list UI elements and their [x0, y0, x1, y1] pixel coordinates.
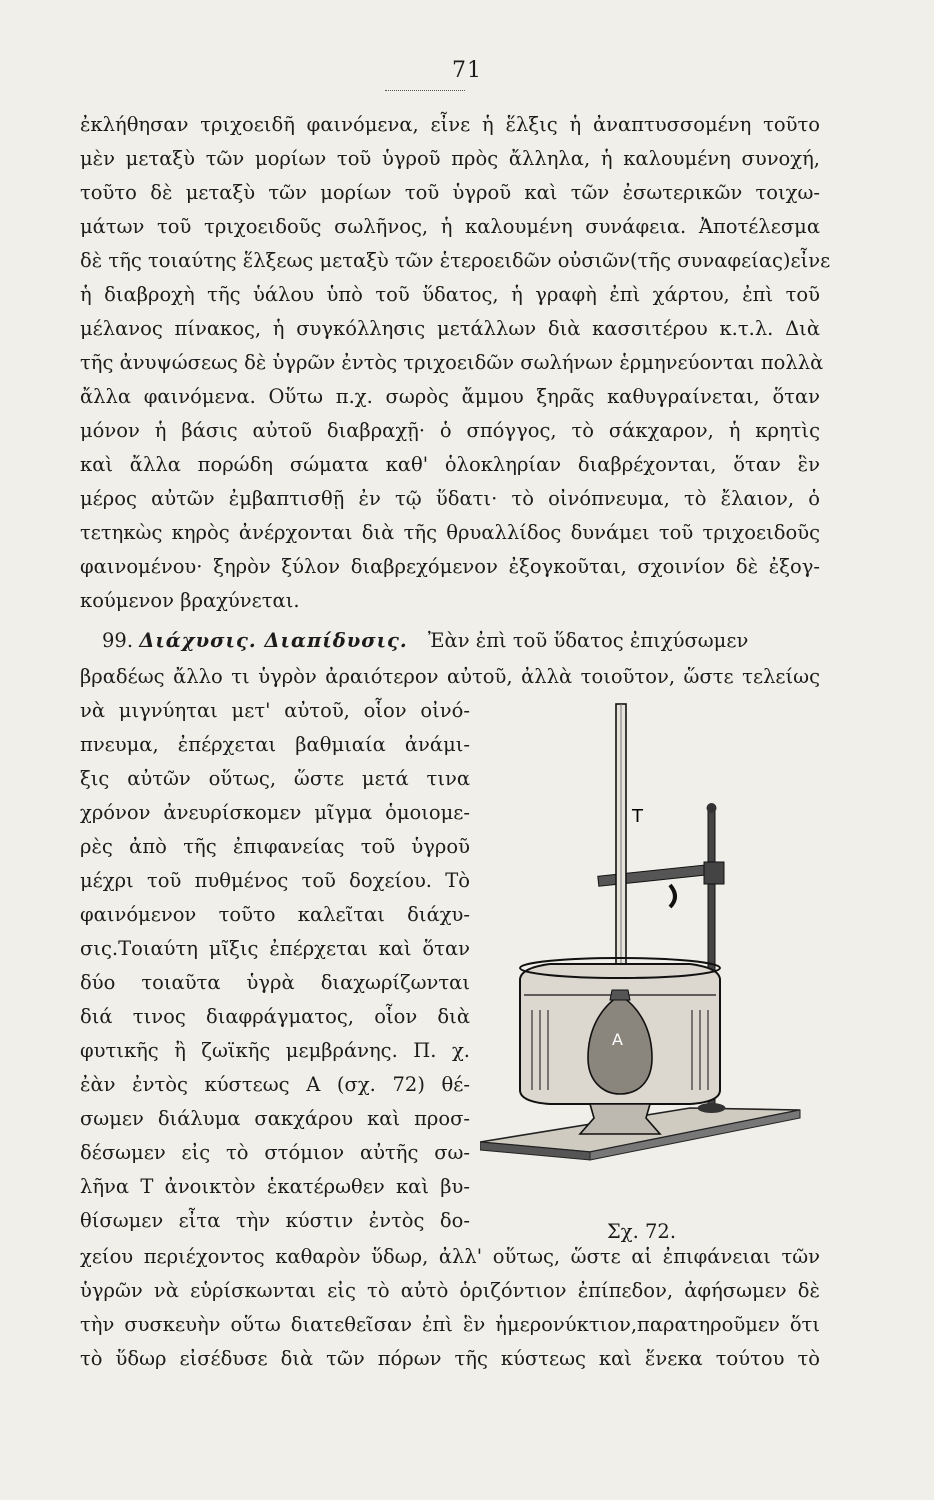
text-line: σις.Τοιαύτη μῖξις ἐπέρχεται καὶ ὅταν	[80, 937, 470, 960]
text-line: πνευμα, ἐπέρχεται βαθμιαία ἀνάμι-	[80, 733, 470, 756]
text-line: χρόνον ἀνευρίσκομεν μῖγμα ὁμοιομε-	[80, 801, 470, 824]
text-line: μάτων τοῦ τριχοειδοῦς σωλῆνος, ἡ καλουμένη συνάφεια. Ἀποτέλεσμα	[80, 215, 820, 238]
text-line: φυτικῆς ἢ ζωϊκῆς μεμβράνης. Π. χ.	[80, 1039, 470, 1062]
text-line: ἄλλα φαινόμενα. Οὕτω π.χ. σωρὸς ἄμμου ξηρᾶς καθυγραίνεται, ὅταν	[80, 385, 820, 408]
text-line: μέρος αὐτῶν ἐμβαπτισθῇ ἐν τῷ ὕδατι· τὸ οἰνόπνευμα, τὸ ἔλαιον, ὁ	[80, 487, 820, 510]
text-line: θίσωμεν εἶτα τὴν κύστιν ἐντὸς δο-	[80, 1209, 470, 1232]
text-line: δέσωμεν εἰς τὸ στόμιον αὐτῆς σω-	[80, 1141, 470, 1164]
text-line: τῆς ἀνυψώσεως δὲ ὑγρῶν ἐντὸς τριχοειδῶν σωλήνων ἑρμηνεύονται πολλὰ	[80, 351, 824, 374]
text-line: μόνον ἡ βάσις αὐτοῦ διαβραχῇ· ὁ σπόγγος, τὸ σάκχαρον, ἡ κρητὶς	[80, 419, 820, 442]
text-line: ξις αὐτῶν οὕτως, ὥστε μετά τινα	[80, 767, 470, 790]
text-line: ἡ διαβροχὴ τῆς ὑάλου ὑπὸ τοῦ ὕδατος, ἡ γραφὴ ἐπὶ χάρτου, ἐπὶ τοῦ	[80, 283, 820, 306]
section-heading-line	[102, 624, 820, 658]
text-line: φαινομένου· ξηρὸν ξύλον διαβρεχόμενον ἐξογκοῦται, σχοινίον δὲ ἐξογ-	[80, 555, 820, 578]
bladder-label: A	[612, 1030, 623, 1049]
osmosis-apparatus-illustration	[480, 690, 810, 1220]
page-number: 71	[452, 58, 482, 83]
text-line: χείου περιέχοντος καθαρὸν ὕδωρ, ἀλλ' οὕτως, ὥστε αἱ ἐπιφάνειαι τῶν	[80, 1245, 820, 1268]
text-line: μὲν μεταξὺ τῶν μορίων τοῦ ὑγροῦ πρὸς ἄλληλα, ἡ καλουμένη συνοχή,	[80, 147, 820, 170]
text-line: κούμενον βραχύνεται.	[80, 589, 300, 612]
text-line: βραδέως ἄλλο τι ὑγρὸν ἀραιότερον αὐτοῦ, ἀλλὰ τοιοῦτον, ὥστε τελείως	[80, 665, 820, 688]
text-line: φαινόμενον τοῦτο καλεῖται διάχυ-	[80, 903, 470, 926]
text-line: τὴν συσκευὴν οὕτω διατεθεῖσαν ἐπὶ ἓν ἡμερονύκτιον,παρατηροῦμεν ὅτι	[80, 1313, 820, 1336]
text-line: σωμεν διάλυμα σακχάρου καὶ προσ-	[80, 1107, 470, 1130]
text-line: ἐὰν ἐντὸς κύστεως Α (σχ. 72) θέ-	[80, 1073, 470, 1096]
text-line: διά τινος διαφράγματος, οἷον διὰ	[80, 1005, 470, 1028]
figure-caption: Σχ. 72.	[607, 1220, 677, 1243]
text-line: τὸ ὕδωρ εἰσέδυσε διὰ τῶν πόρων τῆς κύστεως καὶ ἕνεκα τούτου τὸ	[80, 1347, 820, 1370]
text-line: μέχρι τοῦ πυθμένος τοῦ δοχείου. Τὸ	[80, 869, 470, 892]
text-line: τετηκὼς κηρὸς ἀνέρχονται διὰ τῆς θρυαλλίδος δυνάμει τοῦ τριχοειδοῦς	[80, 521, 820, 544]
section-number: 99.	[102, 629, 134, 652]
text-line: μέλανος πίνακος, ἡ συγκόλλησις μετάλλων διὰ κασσιτέρου κ.τ.λ. Διὰ	[80, 317, 820, 340]
page-number-rule	[385, 90, 465, 91]
text-line: ἐκλήθησαν τριχοειδῆ φαινόμενα, εἶνε ἡ ἕλξις ἡ ἀναπτυσσομένη τοῦτο	[80, 113, 820, 136]
text-line: καὶ ἄλλα πορώδη σώματα καθ' ὁλοκληρίαν διαβρέχονται, ὅταν ἓν	[80, 453, 820, 476]
section-lead-text: Ἐὰν ἐπὶ τοῦ ὕδατος ἐπιχύσωμεν	[427, 629, 749, 652]
section-title: Διάχυσις. Διαπίδυσις.	[139, 629, 408, 652]
tube-label: T	[632, 806, 643, 827]
text-line: δὲ τῆς τοιαύτης ἕλξεως μεταξὺ τῶν ἑτεροειδῶν οὐσιῶν(τῆς συναφείας)εἶνε	[80, 249, 831, 272]
text-line: τοῦτο δὲ μεταξὺ τῶν μορίων τοῦ ὑγροῦ καὶ τῶν ἐσωτερικῶν τοιχω-	[80, 181, 820, 204]
text-line: ὑγρῶν νὰ εὑρίσκωνται εἰς τὸ αὐτὸ ὁριζόντιον ἐπίπεδον, ἀφήσωμεν δὲ	[80, 1279, 820, 1302]
text-line: ρὲς ἀπὸ τῆς ἐπιφανείας τοῦ ὑγροῦ	[80, 835, 470, 858]
text-line: λῆνα Τ ἀνοικτὸν ἑκατέρωθεν καὶ βυ-	[80, 1175, 470, 1198]
text-line: νὰ μιγνύηται μετ' αὐτοῦ, οἷον οἰνό-	[80, 699, 470, 722]
figure-72	[480, 690, 810, 1220]
text-line: δύο τοιαῦτα ὑγρὰ διαχωρίζωνται	[80, 971, 470, 994]
